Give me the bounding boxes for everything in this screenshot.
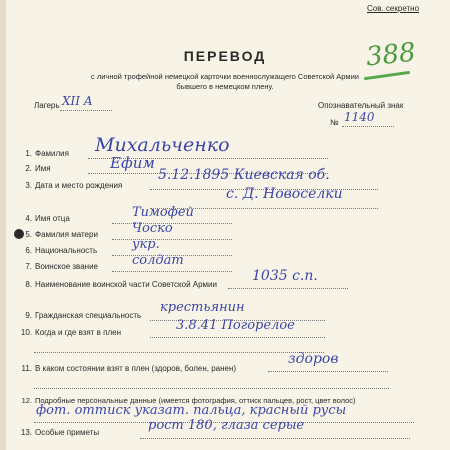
field-label-mother: 5. Фамилия матери — [25, 230, 98, 239]
ident-label: Опознавательный знак — [318, 101, 404, 110]
field-value-mother: Чоско — [132, 221, 173, 236]
secrecy-label: Сов. секретно — [367, 4, 420, 13]
field-label-father: 4. Имя отца — [25, 214, 70, 223]
field-value-personal-data: фот. оттиск указат. пальца, красный русы — [36, 403, 347, 418]
field-label-capture: 10. Когда и где взят в плен — [20, 328, 121, 337]
field-underline-rank — [112, 271, 232, 272]
camp-label: Лагерь — [34, 101, 60, 110]
blank-underline — [34, 352, 324, 353]
field-label-unit: 8. Наименование воинской части Советской Армии — [25, 280, 217, 289]
field-label-specialty: 9. Гражданская специальность — [25, 311, 142, 320]
field-label-surname: 1. Фамилия — [25, 149, 69, 158]
field-value-features: рост 180, глаза серые — [148, 418, 305, 433]
field-underline-condition — [268, 371, 388, 372]
field-label-birth: 3. Дата и место рождения — [25, 181, 123, 190]
field-underline-features — [140, 438, 410, 439]
field-value-rank: солдат — [132, 253, 184, 268]
stamp-number: 388 — [364, 37, 418, 73]
field-label-personal-data: 12. Подробные персональные данные (имеется фотография, оттиск пальцев, рост, цвет волос) — [21, 396, 356, 405]
field-value-specialty: крестьянин — [160, 300, 245, 315]
field-value-surname: Михальченко — [95, 134, 230, 156]
blank-underline-2 — [34, 388, 389, 389]
page-title: ПЕРЕВОД — [183, 48, 267, 64]
field-underline-mother — [112, 239, 232, 240]
camp-underline — [60, 110, 112, 111]
field-label-first-name: 2. Имя — [25, 164, 51, 173]
ident-underline — [342, 126, 394, 127]
field-value-birth: 5.12.1895 Киевская об. — [158, 167, 330, 183]
subtitle-line-1: с личной трофейной немецкой карточки военнослужащего Советской Армии — [91, 72, 359, 81]
field-underline-capture — [150, 337, 325, 338]
field-value-condition: здоров — [288, 351, 339, 367]
ident-no-label: № — [330, 118, 339, 127]
camp-value: XII A — [62, 94, 93, 108]
field-label-nationality: 6. Национальность — [25, 246, 98, 255]
field-value-capture: 3.8.41 Погорелое — [176, 318, 295, 333]
field-value-unit: 1035 с.п. — [252, 268, 318, 284]
ident-value: 1140 — [344, 110, 375, 124]
field-label-features: 13. Особые приметы — [20, 428, 100, 437]
field-value-first-name: Ефим — [110, 154, 155, 172]
field-label-rank: 7. Воинское звание — [25, 262, 98, 271]
subtitle-line-2: бывшего в немецком плену. — [176, 82, 274, 91]
field-value-birth-line2: с. Д. Новоселки — [226, 186, 343, 202]
paper-edge — [0, 0, 6, 450]
field-value-father: Тимофей — [132, 205, 194, 220]
field-underline-unit — [228, 288, 348, 289]
field-value-nationality: укр. — [132, 237, 160, 252]
field-label-condition: 11. В каком состоянии взят в плен (здоров, болен, ранен) — [21, 364, 237, 373]
